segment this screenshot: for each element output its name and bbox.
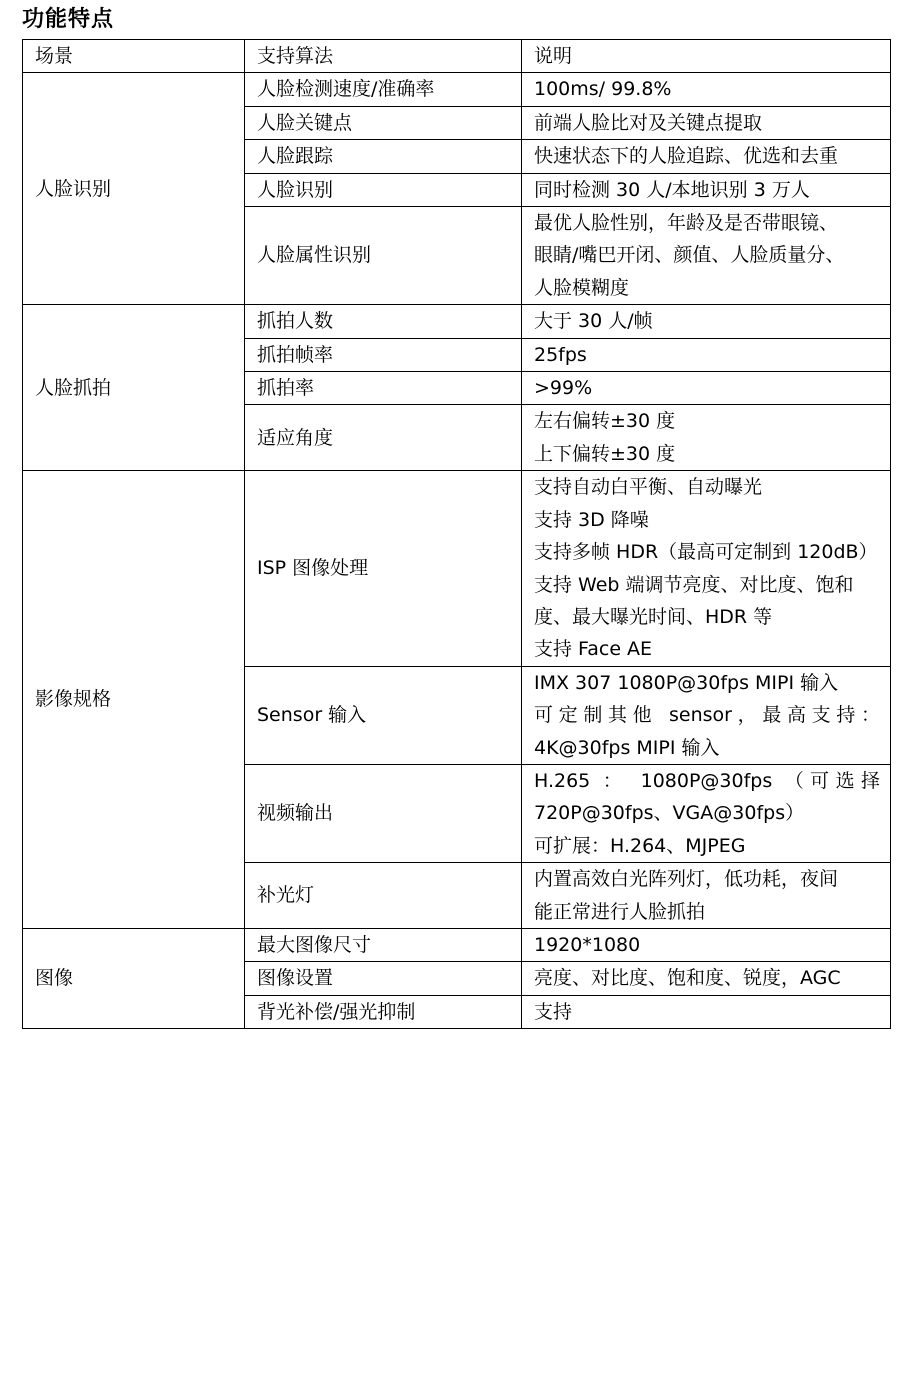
algorithm-cell: 人脸检测速度/准确率 [245, 73, 522, 106]
description-line: 内置高效白光阵列灯，低功耗，夜间 [534, 868, 839, 891]
algorithm-cell: 人脸关键点 [245, 106, 522, 139]
description-line: 可定制其他 sensor，最高支持： [534, 704, 880, 727]
feature-table-body [23, 40, 891, 1029]
table-row [23, 928, 891, 961]
algorithm-cell: 抓拍率 [245, 372, 522, 405]
scene-cell: 人脸抓拍 [23, 305, 245, 471]
algorithm-cell: 最大图像尺寸 [245, 928, 522, 961]
header-algorithm: 支持算法 [245, 40, 522, 73]
description-line: 可扩展：H.264、MJPEG [534, 834, 746, 857]
description-line: 支持 Face AE [534, 638, 653, 661]
description-line: 支持自动白平衡、自动曝光 [534, 476, 763, 499]
description-line: 眼睛/嘴巴开闭、颜值、人脸质量分、 [534, 244, 845, 267]
description-cell [522, 863, 891, 929]
description-line: 1920*1080 [534, 933, 641, 956]
scene-cell: 人脸识别 [23, 73, 245, 305]
description-line: 人脸模糊度 [534, 276, 630, 299]
header-scene: 场景 [23, 40, 245, 73]
description-line: 支持 3D 降噪 [534, 508, 649, 531]
algorithm-cell: 补光灯 [245, 863, 522, 929]
algorithm-cell: 人脸属性识别 [245, 207, 522, 305]
description-line: 支持 [534, 1000, 573, 1023]
description-cell [522, 764, 891, 862]
description-cell [522, 471, 891, 666]
description-line: 亮度、对比度、饱和度、锐度，AGC [534, 967, 841, 990]
description-cell [522, 405, 891, 471]
description-cell [522, 305, 891, 338]
description-line: >99% [534, 377, 593, 400]
description-cell [522, 73, 891, 106]
description-line: 左右偏转±30 度 [534, 410, 676, 433]
description-line: 快速状态下的人脸追踪、优选和去重 [534, 145, 839, 168]
algorithm-cell: Sensor 输入 [245, 666, 522, 764]
algorithm-cell: 抓拍帧率 [245, 338, 522, 371]
description-line: 4K@30fps MIPI 输入 [534, 736, 720, 759]
description-cell [522, 928, 891, 961]
description-cell [522, 666, 891, 764]
description-line: 同时检测 30 人/本地识别 3 万人 [534, 178, 810, 201]
description-line: 前端人脸比对及关键点提取 [534, 111, 763, 134]
scene-cell: 图像 [23, 928, 245, 1028]
algorithm-cell: 人脸跟踪 [245, 140, 522, 173]
description-line: 25fps [534, 343, 587, 366]
description-line: 100ms/ 99.8% [534, 78, 672, 101]
page-title: 功能特点 [22, 7, 115, 32]
description-line: 支持 Web 端调节亮度、对比度、饱和 [534, 573, 854, 596]
feature-table [22, 39, 891, 1029]
description-line: 上下偏转±30 度 [534, 442, 676, 465]
description-cell [522, 106, 891, 139]
description-line: 支持多帧 HDR（最高可定制到 120dB） [534, 541, 878, 564]
algorithm-cell: 背光补偿/强光抑制 [245, 995, 522, 1028]
description-cell [522, 372, 891, 405]
description-line: 能正常进行人脸抓拍 [534, 900, 706, 923]
table-row [23, 471, 891, 666]
header-description: 说明 [522, 40, 891, 73]
algorithm-cell: 视频输出 [245, 764, 522, 862]
table-row [23, 73, 891, 106]
description-cell [522, 338, 891, 371]
table-row [23, 305, 891, 338]
description-cell [522, 140, 891, 173]
description-line: 最优人脸性别，年龄及是否带眼镜、 [534, 212, 839, 235]
description-line: 720P@30fps、VGA@30fps） [534, 802, 805, 825]
description-cell [522, 962, 891, 995]
description-cell [522, 173, 891, 206]
algorithm-cell: ISP 图像处理 [245, 471, 522, 666]
algorithm-cell: 图像设置 [245, 962, 522, 995]
algorithm-cell: 人脸识别 [245, 173, 522, 206]
algorithm-cell: 适应角度 [245, 405, 522, 471]
description-cell [522, 995, 891, 1028]
description-line: H.265 ： 1080P@30fps （可选择 [534, 769, 880, 792]
scene-cell: 影像规格 [23, 471, 245, 929]
description-line: IMX 307 1080P@30fps MIPI 输入 [534, 671, 839, 694]
description-cell [522, 207, 891, 305]
description-line: 大于 30 人/帧 [534, 310, 653, 333]
algorithm-cell: 抓拍人数 [245, 305, 522, 338]
table-header-row [23, 40, 891, 73]
description-line: 度、最大曝光时间、HDR 等 [534, 605, 773, 628]
